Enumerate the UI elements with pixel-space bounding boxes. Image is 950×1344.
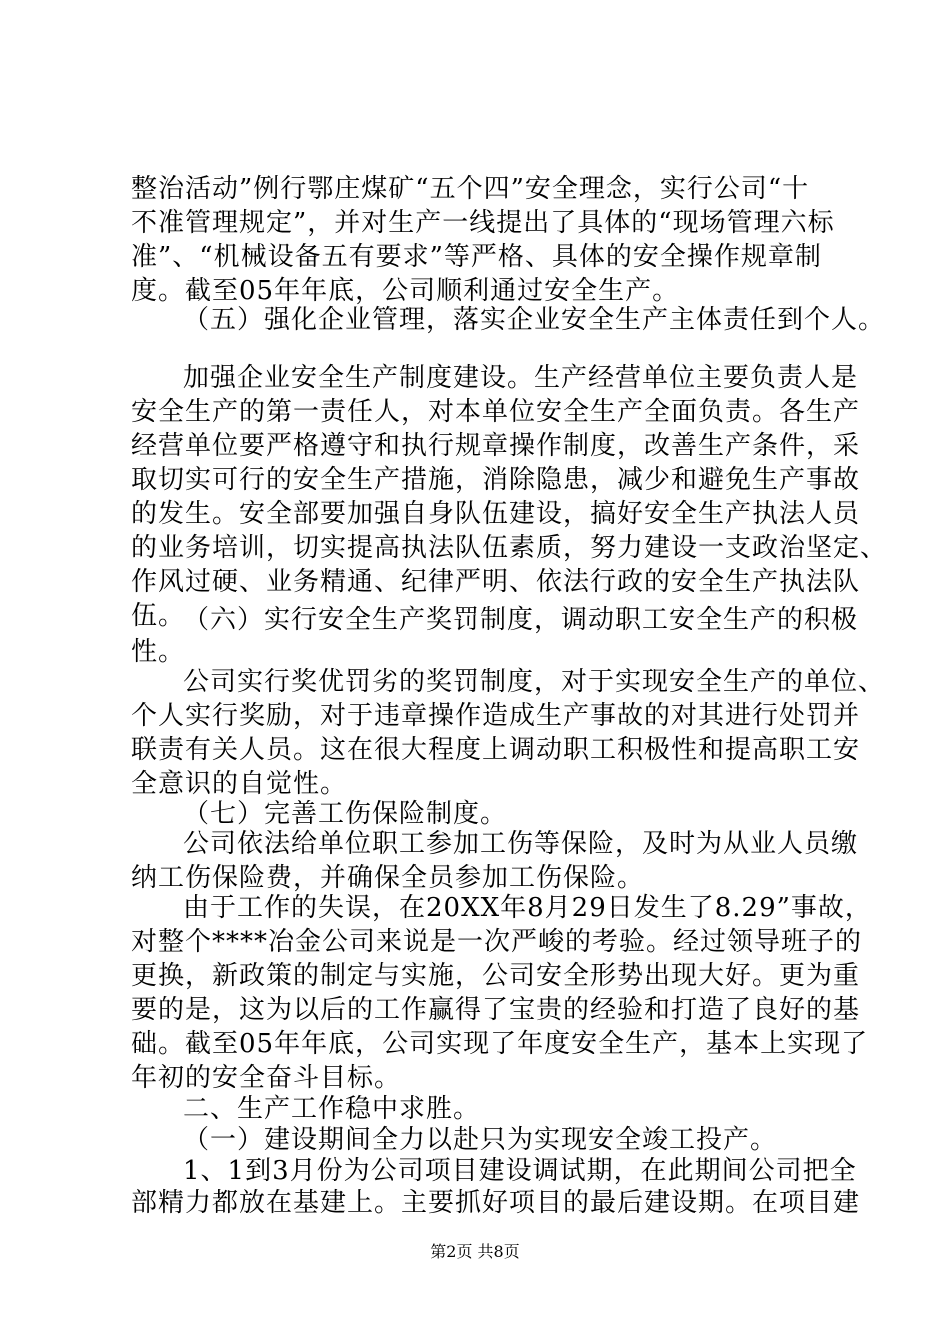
body-text-line: 年初的安全奋斗目标。 [131, 1063, 402, 1093]
body-text-line: 伍。 [131, 601, 186, 631]
body-text-line: 的业务培训，切实提高执法队伍素质，努力建设一支政治坚定、 [131, 533, 888, 563]
body-text-line: 部精力都放在基建上。主要抓好项目的最后建设期。在项目建 [131, 1188, 861, 1218]
section-heading: 二、生产工作稳中求胜。 [183, 1094, 481, 1124]
body-text-line: 联责有关人员。这在很大程度上调动职工积极性和提高职工安 [131, 735, 861, 765]
body-text-line: 要的是，这为以后的工作赢得了宝贵的经验和打造了良好的基 [131, 995, 861, 1025]
body-text-line: 由于工作的失误，在20XX年8月29日发生了8.29”事故， [183, 893, 872, 923]
body-text-line: 经营单位要严格遵守和执行规章操作制度，改善生产条件，采 [131, 431, 861, 461]
body-text-line: 对整个****冶金公司来说是一次严峻的考验。经过领导班子的 [131, 927, 863, 957]
body-text-line: 作风过硬、业务精通、纪律严明、依法行政的安全生产执法队 [131, 567, 861, 597]
body-text-line: 性。 [131, 637, 186, 667]
body-text-line: 加强企业安全生产制度建设。生产经营单位主要负责人是 [183, 363, 859, 393]
page-number-footer: 第2页 共8页 [430, 1242, 520, 1261]
body-text-line: 不准管理规定”，并对生产一线提出了具体的“现场管理六标 [131, 208, 835, 238]
section-heading: （五）强化企业管理，落实企业安全生产主体责任到个人。 [183, 305, 886, 335]
body-text-line: 1、1到3月份为公司项目建设调试期，在此期间公司把全 [183, 1156, 857, 1186]
section-heading: （七）完善工伤保险制度。 [183, 799, 508, 829]
body-text-line: 的发生。安全部要加强自身队伍建设，搞好安全生产执法人员 [131, 499, 861, 529]
body-text-line: 安全生产的第一责任人，对本单位安全生产全面负责。各生产 [131, 397, 861, 427]
body-text-line: 取切实可行的安全生产措施，消除隐患，减少和避免生产事故 [131, 465, 861, 495]
body-text-line: 更换，新政策的制定与实施，公司安全形势出现大好。更为重 [131, 961, 861, 991]
body-text-line: 度。截至05年年底，公司顺利通过安全生产。 [131, 276, 680, 306]
body-text-line: 纳工伤保险费，并确保全员参加工伤保险。 [131, 863, 645, 893]
body-text-line: 个人实行奖励，对于违章操作造成生产事故的对其进行处罚并 [131, 701, 861, 731]
body-text-line: 础。截至05年年底，公司实现了年度安全生产，基本上实现了 [131, 1029, 869, 1059]
section-heading: （六）实行安全生产奖罚制度，调动职工安全生产的积极 [183, 605, 859, 635]
body-text-line: 整治活动”例行鄂庄煤矿“五个四”安全理念，实行公司“十 [131, 174, 810, 204]
body-text-line: 公司实行奖优罚劣的奖罚制度，对于实现安全生产的单位、 [183, 667, 886, 697]
body-text-line: 准”、“机械设备五有要求”等严格、具体的安全操作规章制 [131, 242, 822, 272]
section-heading: （一）建设期间全力以赴只为实现安全竣工投产。 [183, 1125, 778, 1155]
body-text-line: 全意识的自觉性。 [131, 769, 348, 799]
body-text-line: 公司依法给单位职工参加工伤等保险，及时为从业人员缴 [183, 829, 859, 859]
